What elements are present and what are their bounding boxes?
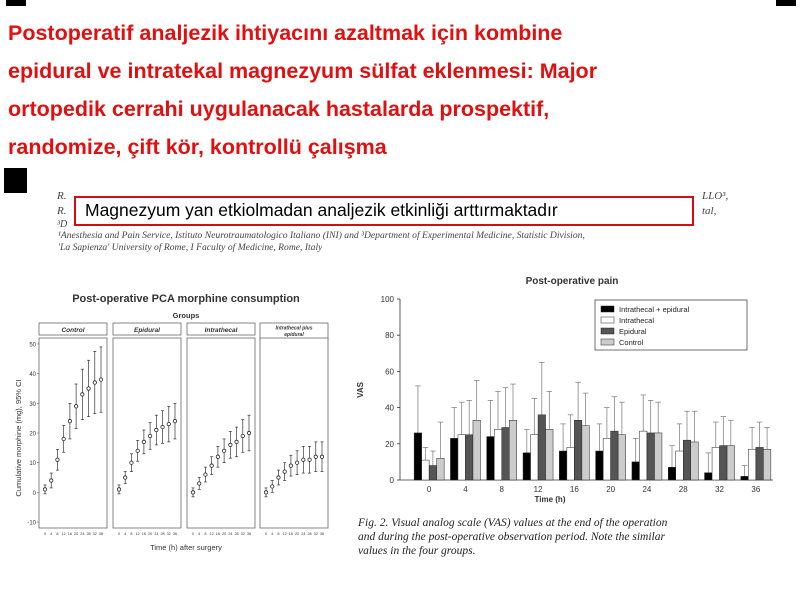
x-tick-label: 16 <box>288 532 294 536</box>
vas-bar <box>574 420 582 480</box>
mean-point <box>81 393 84 396</box>
corner-mark-right <box>776 0 796 6</box>
mean-point <box>235 440 238 443</box>
legend-label: Epidural <box>619 327 647 336</box>
mean-point <box>283 470 286 473</box>
x-tick-label: 16 <box>569 485 579 494</box>
mean-point <box>264 491 267 494</box>
panel-frame <box>113 338 181 528</box>
x-tick-label: 24 <box>154 532 159 536</box>
legend-swatch <box>601 328 614 334</box>
vas-bar <box>741 476 749 480</box>
vas-bar <box>720 446 728 480</box>
title-line: epidural ve intratekal magnezyum sülfat eklenmesi: Major <box>8 59 598 83</box>
mean-point <box>308 458 311 461</box>
author-line-prefix: R. <box>57 205 67 217</box>
mean-point <box>173 419 176 422</box>
vas-bar <box>473 420 481 480</box>
affiliation-line: 'La Sapienza' University of Rome, I Faculty of Medicine, Rome, Italy <box>58 242 323 253</box>
mean-point <box>56 458 59 461</box>
vas-bar <box>559 451 567 480</box>
x-tick-label: 28 <box>234 532 239 536</box>
y-axis-label: VAS <box>356 382 365 398</box>
x-tick-label: 0 <box>117 532 121 536</box>
vas-bar <box>727 446 735 480</box>
mean-point <box>289 464 292 467</box>
x-tick-label: 4 <box>463 485 468 494</box>
mean-point <box>62 437 65 440</box>
x-tick-label: 8 <box>130 532 133 536</box>
vas-bar <box>676 451 684 480</box>
x-tick-label: 24 <box>228 532 233 536</box>
vas-bar <box>465 435 473 480</box>
x-tick-label: 8 <box>499 485 504 494</box>
mean-point <box>130 461 133 464</box>
figure-caption <box>358 516 778 558</box>
vas-bar <box>632 462 640 480</box>
slide-title <box>8 14 788 166</box>
x-tick-label: 32 <box>313 532 318 536</box>
x-tick-label: 20 <box>606 485 616 494</box>
y-tick-label: 0 <box>32 490 36 497</box>
callout-box: Magnezyum yan etkiolmadan analjezik etkinliği arttırmaktadır <box>74 196 694 226</box>
author-line-tail: tal, <box>702 205 717 217</box>
x-tick-label: 8 <box>277 532 280 536</box>
vas-bar <box>502 428 510 480</box>
mean-point <box>68 419 71 422</box>
vas-bar <box>429 466 437 480</box>
title-line: ortopedik cerrahi uygulanacak hastalarda prospektif, <box>8 97 550 121</box>
x-tick-label: 32 <box>240 532 245 536</box>
title-line: randomize, çift kör, kontrollü çalışma <box>8 135 387 159</box>
x-tick-label: 0 <box>264 532 268 536</box>
mean-point <box>277 476 280 479</box>
x-tick-label: 12 <box>135 532 140 536</box>
legend-label: Intrathecal <box>619 316 655 325</box>
vas-bar <box>546 429 554 480</box>
vas-bar <box>458 435 466 480</box>
x-tick-label: 12 <box>61 532 66 536</box>
y-tick-label: 60 <box>385 367 394 377</box>
author-line-tail: LLO³, <box>702 190 729 202</box>
x-tick-label: 4 <box>124 532 127 536</box>
chart-title: Post-operative pain <box>525 276 619 287</box>
mean-point <box>161 425 164 428</box>
x-tick-label: 0 <box>426 485 432 494</box>
vas-bar <box>611 431 619 480</box>
mean-point <box>302 458 305 461</box>
x-tick-label: 32 <box>166 532 171 536</box>
mean-point <box>229 443 232 446</box>
x-tick-label: 36 <box>98 532 104 536</box>
legend-swatch <box>601 317 614 323</box>
mean-point <box>87 387 90 390</box>
x-tick-label: 8 <box>204 532 207 536</box>
mean-point <box>241 434 244 437</box>
mean-point <box>124 476 127 479</box>
x-tick-label: 20 <box>147 532 153 536</box>
x-tick-label: 28 <box>86 532 91 536</box>
mean-point <box>271 485 274 488</box>
mean-point <box>167 422 170 425</box>
mean-point <box>93 381 96 384</box>
x-tick-label: 12 <box>533 485 543 494</box>
y-tick-label: -10 <box>27 520 36 527</box>
corner-mark-left <box>6 0 26 6</box>
x-tick-label: 4 <box>198 532 201 536</box>
y-tick-label: 40 <box>385 403 394 413</box>
panel-label: Control <box>61 327 85 334</box>
y-tick-label: 40 <box>29 372 36 379</box>
y-tick-label: 10 <box>29 461 36 468</box>
x-tick-label: 28 <box>678 485 688 494</box>
mean-point <box>204 473 207 476</box>
mean-point <box>136 449 139 452</box>
caption-line: values in the four groups. <box>358 545 476 557</box>
mean-point <box>148 434 151 437</box>
legend-label: Intrathecal + epidural <box>619 305 690 314</box>
panel-frame <box>260 338 328 528</box>
x-tick-label: 4 <box>271 532 274 536</box>
vas-bar <box>639 431 647 480</box>
vas-bar <box>647 433 655 480</box>
panel-frame <box>39 338 107 528</box>
caption-line: and during the post-operative observation period. Note the similar <box>358 531 665 543</box>
vas-bar <box>654 433 662 480</box>
mean-point <box>155 428 158 431</box>
mean-point <box>210 464 213 467</box>
x-tick-label: 16 <box>67 532 73 536</box>
vas-bar <box>538 415 546 480</box>
mean-point <box>191 491 194 494</box>
x-tick-label: 36 <box>246 532 252 536</box>
mean-point <box>142 440 145 443</box>
vas-bar <box>668 467 676 480</box>
vas-bar <box>437 458 445 480</box>
y-tick-label: 20 <box>385 439 394 449</box>
vas-bar <box>712 447 720 480</box>
mean-point <box>222 449 225 452</box>
x-tick-label: 4 <box>50 532 53 536</box>
mean-point <box>216 455 219 458</box>
x-tick-label: 28 <box>307 532 312 536</box>
vas-bar <box>582 426 590 480</box>
mean-point <box>247 431 250 434</box>
vas-bar <box>763 449 771 480</box>
x-tick-label: 16 <box>215 532 221 536</box>
x-tick-label: 20 <box>73 532 79 536</box>
legend-swatch <box>601 306 614 312</box>
mean-point <box>50 479 53 482</box>
panel-label: Epidural <box>133 327 161 334</box>
panel-label: epidural <box>284 332 304 338</box>
x-tick-label: 12 <box>282 532 287 536</box>
legend-swatch <box>601 339 614 345</box>
facet-label: Groups <box>172 311 200 320</box>
x-tick-label: 0 <box>43 532 47 536</box>
x-axis-label: Time (h) after surgery <box>150 543 222 552</box>
panel-label: Intrathecal <box>204 327 238 334</box>
vas-bar-chart <box>345 272 785 504</box>
x-tick-label: 16 <box>141 532 147 536</box>
y-tick-label: 20 <box>29 431 36 438</box>
x-tick-label: 36 <box>172 532 178 536</box>
vas-bar <box>531 435 539 480</box>
vas-bar <box>509 420 517 480</box>
mean-point <box>117 488 120 491</box>
x-tick-label: 20 <box>221 532 227 536</box>
mean-point <box>314 455 317 458</box>
x-tick-label: 8 <box>56 532 59 536</box>
mean-point <box>99 378 102 381</box>
mean-point <box>198 482 201 485</box>
title-line: Postoperatif analjezik ihtiyacını azaltmak için kombine <box>8 21 563 45</box>
x-tick-label: 36 <box>319 532 325 536</box>
legend-label: Control <box>619 338 644 347</box>
caption-line: Fig. 2. Visual analog scale (VAS) values at the end of the operation <box>358 517 668 529</box>
mean-point <box>74 405 77 408</box>
vas-bar <box>450 438 458 480</box>
x-axis-label: Time (h) <box>534 495 566 504</box>
y-tick-label: 100 <box>380 295 394 304</box>
vas-bar <box>705 473 713 480</box>
vas-bar <box>487 437 495 480</box>
vas-bar <box>422 460 430 480</box>
vas-bar <box>596 451 604 480</box>
x-tick-label: 32 <box>92 532 97 536</box>
vas-bar <box>691 442 699 480</box>
x-tick-label: 32 <box>715 485 725 494</box>
vas-bar <box>523 453 531 480</box>
x-tick-label: 36 <box>751 485 761 494</box>
mean-point <box>320 455 323 458</box>
y-tick-label: 50 <box>29 342 36 349</box>
y-axis-label: Cumulative morphine (mg), 95% CI <box>14 379 23 497</box>
x-tick-label: 12 <box>209 532 214 536</box>
y-tick-label: 30 <box>29 401 36 408</box>
vas-bar <box>748 449 756 480</box>
panel-frame <box>187 338 255 528</box>
x-tick-label: 24 <box>301 532 306 536</box>
vas-bar <box>683 440 691 480</box>
vas-bar <box>603 438 611 480</box>
affiliation-line: ¹Anesthesia and Pain Service, Istituto Neurotraumatologico Italiano (INI) and ³Department of Experimental Medicine, Statistic Division, <box>58 230 585 241</box>
vas-bar <box>567 447 575 480</box>
author-line-prefix: ³D <box>57 219 68 230</box>
author-line-prefix: R. <box>57 190 67 202</box>
x-tick-label: 20 <box>294 532 300 536</box>
bullet-square <box>4 168 27 193</box>
vas-bar <box>756 447 764 480</box>
y-tick-label: 0 <box>389 476 394 485</box>
panel-label: Intrathecal plus <box>275 325 313 332</box>
vas-bar <box>494 429 502 480</box>
mean-point <box>43 488 46 491</box>
pca-morphine-chart <box>5 283 335 558</box>
x-tick-label: 24 <box>642 485 652 494</box>
y-tick-label: 80 <box>385 331 394 341</box>
mean-point <box>295 461 298 464</box>
vas-bar <box>414 433 422 480</box>
chart-title: Post-operative PCA morphine consumption <box>72 293 300 305</box>
x-tick-label: 0 <box>191 532 195 536</box>
x-tick-label: 28 <box>160 532 165 536</box>
x-tick-label: 24 <box>80 532 85 536</box>
vas-bar <box>618 435 626 480</box>
